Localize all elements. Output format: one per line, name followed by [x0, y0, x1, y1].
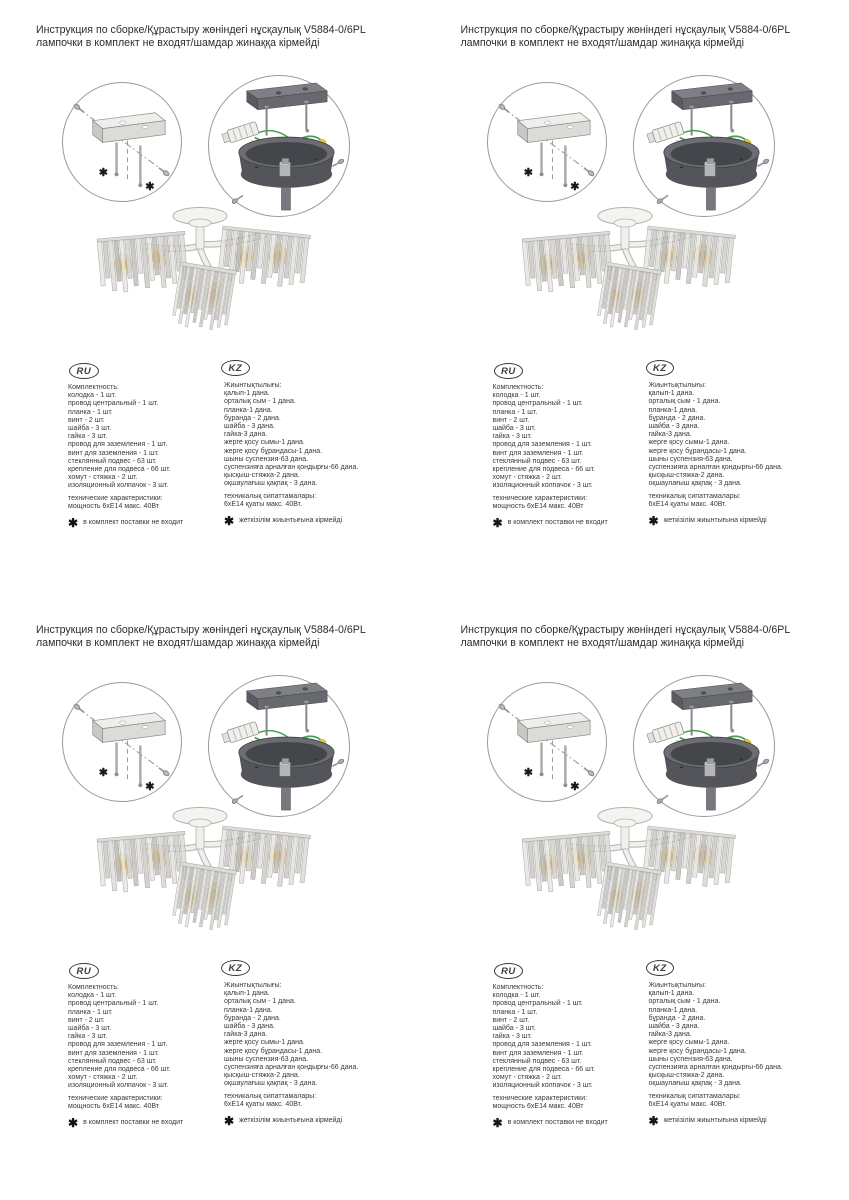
kz-footnote-text: жеткізілім жиынтығына кірмейді — [663, 517, 767, 525]
list-item: провод центральный - 1 шт. — [68, 1000, 159, 1008]
ru-footnote — [492, 1116, 645, 1131]
kz-language-badge — [221, 360, 250, 376]
ru-tech-value: мощность 6хЕ14 макс. 40Вт — [68, 502, 159, 510]
ru-tech-heading: технические характеристики: — [68, 494, 163, 502]
title-line-2: лампочки в комплект не входят/шамдар жинаққа кірмейді — [460, 37, 744, 49]
screw-icon — [331, 158, 344, 168]
kz-tech-heading: техникалық сипаттамалары: — [648, 1092, 741, 1100]
canopy-wiring-icon — [634, 76, 774, 216]
kz-badge-label: KZ — [653, 962, 667, 974]
ru-badge-label: RU — [501, 965, 516, 977]
asterisk-icon: ✱ — [68, 1116, 79, 1131]
kz-list-heading: Жиынтықтылығы: — [648, 382, 706, 389]
asterisk-marker: ✱ — [569, 181, 579, 194]
list-item: стеклянный подвес - 63 шт. — [68, 1057, 157, 1065]
list-item: планка-1 дана. — [224, 1006, 273, 1014]
asterisk-marker: ✱ — [145, 781, 155, 794]
list-item: стеклянный подвес - 63 шт. — [68, 457, 157, 465]
list-item: провод для заземления - 1 шт. — [492, 1041, 592, 1049]
asterisk-icon: ✱ — [68, 516, 79, 531]
list-item: планка-1 дана. — [648, 1006, 698, 1014]
list-item: винт - 2 шт. — [492, 1016, 530, 1024]
title-line-1: Инструкция по сборке/Құрастыру жөніндегі нұсқаулық V5884-0/6PL — [36, 24, 366, 36]
kz-tech-value: 6хЕ14 қуаты макс. 40Вт. — [648, 1100, 727, 1108]
list-item: шыны суспензия-63 дана. — [648, 1055, 733, 1063]
list-item: оқшаулағыш қақпақ - 3 дана. — [224, 1080, 318, 1088]
ru-footnote-text: в комплект поставки не входит — [507, 1119, 608, 1127]
list-item: провод центральный - 1 шт. — [68, 400, 159, 408]
list-item: крепление для подвеса - 66 шт. — [68, 466, 171, 474]
list-item: жерге қосу сымы-1 дана. — [648, 439, 730, 447]
list-item: гайка - 3 шт. — [68, 433, 108, 441]
asterisk-icon: ✱ — [224, 1114, 235, 1129]
list-item: шайба - 3 шт. — [68, 425, 112, 433]
asterisk-marker: ✱ — [145, 181, 155, 194]
ru-language-badge — [69, 363, 99, 379]
hanging-stud — [115, 742, 119, 776]
ru-list-heading: Комплектность: — [68, 384, 119, 391]
kz-tech-heading: техникалық сипаттамалары: — [648, 492, 741, 500]
list-item: қысқыш-стяжка-2 дана. — [224, 472, 300, 480]
ceiling-bracket — [671, 83, 751, 110]
list-item: орталық сым - 1 дана. — [224, 998, 296, 1006]
screw-icon — [331, 758, 344, 768]
list-item: суспензияға арналған қондырғы-66 дана. — [648, 464, 783, 472]
bracket-mounting-diagram — [487, 82, 607, 202]
panel-title — [36, 624, 366, 650]
crystal-arm-bottom — [171, 262, 237, 333]
list-item: гайка - 3 шт. — [68, 1033, 108, 1041]
ru-list-heading: Комплектность: — [68, 984, 119, 991]
ru-footnote — [68, 1116, 220, 1131]
screw-icon — [73, 103, 85, 114]
kz-items — [649, 990, 817, 1088]
ceiling-bracket — [247, 683, 327, 710]
list-item: суспензияға арналған қондырғы-66 дана. — [224, 464, 359, 472]
ru-tech-value: мощность 6хЕ14 макс. 40Вт — [492, 1102, 584, 1110]
list-item: қысқыш-стяжка-2 дана. — [648, 1072, 725, 1080]
ru-footnote — [68, 516, 220, 531]
list-item: суспензияға арналған қондырғы-66 дана. — [224, 1064, 359, 1072]
list-item: провод для заземления - 1 шт. — [68, 1041, 168, 1049]
bracket-mounting-diagram — [62, 82, 182, 202]
ru-footnote-text: в комплект поставки не входит — [83, 519, 184, 527]
ru-footnote-text: в комплект поставки не входит — [83, 1119, 184, 1127]
list-item: колодка - 1 шт. — [492, 392, 541, 400]
ru-list-heading: Комплектность: — [492, 384, 544, 391]
kz-list-heading: Жиынтықтылығы: — [224, 982, 282, 989]
list-item: гайка - 3 шт. — [492, 433, 532, 441]
kz-parts-list — [224, 382, 392, 529]
list-item: изоляционный колпачок - 3 шт. — [68, 1082, 169, 1090]
list-item: жерге қосу бұрандасы-1 дана. — [648, 1047, 747, 1055]
kz-footnote — [224, 514, 392, 529]
title-line-1: Инструкция по сборке/Құрастыру жөніндегі нұсқаулық V5884-0/6PL — [36, 624, 366, 636]
list-item: шыны суспензия-63 дана. — [224, 455, 309, 463]
list-item: суспензияға арналған қондырғы-66 дана. — [648, 1064, 783, 1072]
list-item: изоляционный колпачок - 3 шт. — [492, 482, 593, 490]
kz-footnote — [648, 1114, 817, 1129]
kz-language-badge — [221, 960, 250, 976]
ru-tech-specs — [68, 1095, 220, 1111]
kz-list-heading: Жиынтықтылығы: — [224, 382, 282, 389]
kz-items — [224, 390, 392, 488]
kz-footnote-text: жеткізілім жиынтығына кірмейді — [663, 1117, 767, 1125]
list-item: стеклянный подвес - 63 шт. — [492, 1057, 582, 1065]
kz-parts-list — [648, 382, 817, 529]
list-item: хомут - стяжка - 2 шт. — [68, 1074, 138, 1082]
list-item: бұранда - 2 дана. — [648, 414, 706, 422]
ru-language-badge — [69, 963, 99, 979]
instruction-panel — [425, 0, 849, 600]
ru-tech-specs — [493, 1095, 645, 1111]
list-item: қысқыш-стяжка-2 дана. — [648, 472, 725, 480]
kz-language-badge — [646, 960, 675, 976]
crystal-arm-right — [642, 226, 735, 290]
ceiling-bracket — [671, 683, 751, 710]
kz-tech-value: 6хЕ14 қуаты макс. 40Вт. — [224, 500, 303, 508]
ru-items — [493, 392, 645, 490]
list-item: гайка-3 дана. — [648, 1031, 692, 1039]
ru-badge-label: RU — [76, 365, 92, 377]
kz-tech-value: 6хЕ14 қуаты макс. 40Вт. — [648, 500, 727, 508]
ru-tech-value: мощность 6хЕ14 макс. 40Вт — [492, 502, 584, 510]
instruction-panel — [425, 600, 849, 1200]
wire-green — [681, 131, 713, 138]
kz-badge-label: KZ — [228, 962, 243, 974]
panel-title — [461, 624, 791, 650]
kz-tech-specs — [649, 493, 817, 509]
kz-items — [649, 390, 817, 488]
ru-items — [68, 392, 220, 490]
chandelier-illustration — [85, 196, 315, 366]
asterisk-marker: ✱ — [98, 767, 108, 780]
crystal-arm-right — [217, 226, 310, 290]
list-item: винт для заземления - 1 шт. — [492, 1049, 584, 1057]
kz-tech-heading: техникалық сипаттамалары: — [224, 1092, 317, 1100]
list-item: крепление для подвеса - 66 шт. — [492, 466, 596, 474]
kz-parts-list — [648, 982, 817, 1129]
crystal-arm-left — [522, 831, 614, 893]
mounting-bracket-icon — [488, 683, 606, 801]
title-line-2: лампочки в комплект не входят/шамдар жинаққа кірмейді — [460, 637, 744, 649]
list-item: бұранда - 2 дана. — [224, 1014, 281, 1022]
screw-icon — [498, 703, 510, 714]
list-item: жерге қосу сымы-1 дана. — [224, 1039, 305, 1047]
hanging-stud — [138, 745, 142, 787]
list-item: шыны суспензия-63 дана. — [224, 1055, 309, 1063]
list-item: оқшаулағыш қақпақ - 3 дана. — [648, 1080, 742, 1088]
ru-tech-value: мощность 6хЕ14 макс. 40Вт — [68, 1102, 159, 1110]
list-item: колодка - 1 шт. — [68, 392, 117, 400]
crystal-arm-bottom — [596, 262, 662, 333]
ru-parts-list — [492, 984, 645, 1131]
panel-title — [36, 24, 366, 50]
screw-icon — [73, 703, 85, 714]
list-item: шайба - 3 шт. — [68, 1025, 112, 1033]
list-item: провод центральный - 1 шт. — [492, 400, 583, 408]
list-item: қалып-1 дана. — [648, 990, 695, 998]
list-item: хомут - стяжка - 2 шт. — [492, 1074, 562, 1082]
list-item: крепление для подвеса - 66 шт. — [68, 1066, 171, 1074]
ru-language-badge — [494, 963, 524, 979]
screw-icon — [498, 103, 510, 114]
crystal-arm-right — [642, 826, 735, 890]
wire-green — [257, 731, 289, 738]
screw-icon — [756, 758, 769, 768]
chandelier-illustration — [510, 796, 740, 966]
list-item: орталық сым - 1 дана. — [648, 998, 721, 1006]
title-line-1: Инструкция по сборке/Құрастыру жөніндегі нұсқаулық V5884-0/6PL — [460, 624, 791, 636]
list-item: шайба - 3 дана. — [224, 1023, 275, 1031]
ru-items — [68, 992, 220, 1090]
list-item: хомут - стяжка - 2 шт. — [492, 474, 562, 482]
list-item: жерге қосу бұрандасы-1 дана. — [224, 1047, 323, 1055]
panel-title — [461, 24, 791, 50]
list-item: колодка - 1 шт. — [68, 992, 117, 1000]
asterisk-icon: ✱ — [224, 514, 235, 529]
mounting-bar — [93, 713, 165, 743]
list-item: шайба - 3 дана. — [648, 1023, 700, 1031]
screw-icon — [582, 766, 594, 777]
kz-tech-specs — [224, 1093, 392, 1109]
hanging-stud — [563, 745, 567, 787]
asterisk-icon: ✱ — [492, 1116, 503, 1131]
screw-icon — [582, 166, 594, 177]
list-item: крепление для подвеса - 66 шт. — [492, 1066, 596, 1074]
crystal-arm-left — [522, 231, 614, 293]
hanging-screw — [304, 700, 310, 729]
asterisk-marker: ✱ — [523, 167, 533, 180]
ru-parts-list — [68, 384, 220, 531]
canopy-wiring-icon — [634, 676, 774, 816]
ru-list-heading: Комплектность: — [492, 984, 544, 991]
mounting-bar — [93, 113, 165, 143]
kz-footnote-text: жеткізілім жиынтығына кірмейді — [239, 517, 343, 525]
list-item: бұранда - 2 дана. — [224, 414, 281, 422]
canopy-wiring-icon — [209, 676, 349, 816]
asterisk-icon: ✱ — [648, 514, 659, 529]
wire-green — [681, 731, 713, 738]
ru-badge-label: RU — [76, 965, 92, 977]
crystal-arm-right — [217, 826, 310, 890]
ru-badge-label: RU — [501, 365, 516, 377]
screw-icon — [730, 129, 734, 133]
hanging-screw — [728, 700, 734, 729]
crystal-arm-bottom — [171, 862, 237, 933]
screw-icon — [158, 766, 170, 777]
list-item: планка - 1 шт. — [68, 408, 113, 416]
list-item: планка-1 дана. — [224, 406, 273, 414]
asterisk-marker: ✱ — [98, 167, 108, 180]
mounting-bracket-icon — [63, 683, 181, 801]
mounting-bar — [517, 713, 589, 743]
mounting-bracket-icon — [63, 83, 181, 201]
hanging-stud — [138, 145, 142, 187]
screw-icon — [756, 158, 769, 168]
mounting-bar — [517, 113, 589, 143]
list-item: орталық сым - 1 дана. — [648, 398, 721, 406]
list-item: бұранда - 2 дана. — [648, 1014, 706, 1022]
list-item: планка-1 дана. — [648, 406, 698, 414]
list-item: қалып-1 дана. — [224, 390, 270, 398]
ru-footnote-text: в комплект поставки не входит — [507, 519, 608, 527]
title-line-1: Инструкция по сборке/Құрастыру жөніндегі нұсқаулық V5884-0/6PL — [460, 24, 791, 36]
asterisk-marker: ✱ — [523, 767, 533, 780]
list-item: шыны суспензия-63 дана. — [648, 455, 733, 463]
list-item: хомут - стяжка - 2 шт. — [68, 474, 138, 482]
ru-tech-heading: технические характеристики: — [68, 1094, 163, 1102]
list-item: колодка - 1 шт. — [492, 992, 541, 1000]
mounting-bracket-icon — [488, 83, 606, 201]
ru-tech-heading: технические характеристики: — [492, 494, 588, 502]
instruction-panel — [0, 0, 425, 600]
asterisk-icon: ✱ — [492, 516, 503, 531]
ru-footnote — [492, 516, 645, 531]
kz-tech-specs — [649, 1093, 817, 1109]
kz-parts-list — [224, 982, 392, 1129]
kz-footnote-text: жеткізілім жиынтығына кірмейді — [239, 1117, 343, 1125]
list-item: провод для заземления - 1 шт. — [492, 441, 592, 449]
list-item: винт - 2 шт. — [68, 416, 105, 424]
ru-tech-specs — [493, 495, 645, 511]
list-item: винт для заземления - 1 шт. — [68, 1049, 160, 1057]
crystal-arm-left — [97, 231, 189, 293]
kz-tech-value: 6хЕ14 қуаты макс. 40Вт. — [224, 1100, 303, 1108]
list-item: винт для заземления - 1 шт. — [492, 449, 584, 457]
chandelier-illustration — [85, 796, 315, 966]
kz-tech-specs — [224, 493, 392, 509]
hanging-stud — [563, 145, 567, 187]
instruction-panel — [0, 600, 425, 1200]
kz-language-badge — [646, 360, 675, 376]
list-item: қалып-1 дана. — [648, 390, 695, 398]
screw-icon — [730, 729, 734, 733]
asterisk-marker: ✱ — [569, 781, 579, 794]
title-line-2: лампочки в комплект не входят/шамдар жинаққа кірмейді — [36, 637, 320, 649]
list-item: оқшаулағыш қақпақ - 3 дана. — [648, 480, 742, 488]
list-item: жерге қосу сымы-1 дана. — [224, 439, 305, 447]
list-item: гайка-3 дана. — [648, 431, 692, 439]
list-item: жерге қосу бұрандасы-1 дана. — [224, 447, 323, 455]
hanging-stud — [539, 142, 543, 176]
hanging-screw — [728, 100, 734, 129]
list-item: жерге қосу бұрандасы-1 дана. — [648, 447, 747, 455]
list-item: провод центральный - 1 шт. — [492, 1000, 583, 1008]
kz-footnote — [224, 1114, 392, 1129]
ru-parts-list — [68, 984, 220, 1131]
kz-footnote — [648, 514, 817, 529]
chandelier-illustration — [510, 196, 740, 366]
list-item: оқшаулағыш қақпақ - 3 дана. — [224, 480, 318, 488]
ru-language-badge — [494, 363, 524, 379]
ru-parts-list — [492, 384, 645, 531]
crystal-arm-left — [97, 831, 189, 893]
bracket-mounting-diagram — [487, 682, 607, 802]
list-item: провод для заземления - 1 шт. — [68, 441, 168, 449]
kz-items — [224, 990, 392, 1088]
kz-badge-label: KZ — [228, 362, 243, 374]
title-line-2: лампочки в комплект не входят/шамдар жинаққа кірмейді — [36, 37, 320, 49]
list-item: планка - 1 шт. — [492, 408, 538, 416]
kz-tech-heading: техникалық сипаттамалары: — [224, 492, 317, 500]
list-item: винт - 2 шт. — [492, 416, 530, 424]
hanging-stud — [115, 142, 119, 176]
list-item: қысқыш-стяжка-2 дана. — [224, 1072, 300, 1080]
list-item: изоляционный колпачок - 3 шт. — [68, 482, 169, 490]
list-item: планка - 1 шт. — [68, 1008, 113, 1016]
list-item: винт - 2 шт. — [68, 1016, 105, 1024]
list-item: гайка - 3 шт. — [492, 1033, 532, 1041]
list-item: шайба - 3 дана. — [224, 423, 275, 431]
ru-tech-specs — [68, 495, 220, 511]
ceiling-bracket — [247, 83, 327, 110]
screw-icon — [306, 729, 310, 733]
ru-tech-heading: технические характеристики: — [492, 1094, 588, 1102]
hanging-screw — [304, 100, 310, 129]
list-item: гайка-3 дана. — [224, 431, 268, 439]
ru-items — [493, 992, 645, 1090]
list-item: жерге қосу сымы-1 дана. — [648, 1039, 730, 1047]
list-item: шайба - 3 шт. — [492, 425, 536, 433]
screw-icon — [158, 166, 170, 177]
list-item: қалып-1 дана. — [224, 990, 270, 998]
list-item: орталық сым - 1 дана. — [224, 398, 296, 406]
crystal-arm-bottom — [596, 862, 662, 933]
list-item: винт для заземления - 1 шт. — [68, 449, 160, 457]
list-item: стеклянный подвес - 63 шт. — [492, 457, 582, 465]
list-item: планка - 1 шт. — [492, 1008, 538, 1016]
canopy-wiring-icon — [209, 76, 349, 216]
asterisk-icon: ✱ — [648, 1114, 659, 1129]
kz-badge-label: KZ — [653, 362, 667, 374]
bracket-mounting-diagram — [62, 682, 182, 802]
wire-green — [257, 131, 289, 138]
kz-list-heading: Жиынтықтылығы: — [648, 982, 706, 989]
hanging-stud — [539, 742, 543, 776]
list-item: шайба - 3 шт. — [492, 1025, 536, 1033]
list-item: изоляционный колпачок - 3 шт. — [492, 1082, 593, 1090]
list-item: гайка-3 дана. — [224, 1031, 268, 1039]
screw-icon — [306, 129, 310, 133]
list-item: шайба - 3 дана. — [648, 423, 700, 431]
